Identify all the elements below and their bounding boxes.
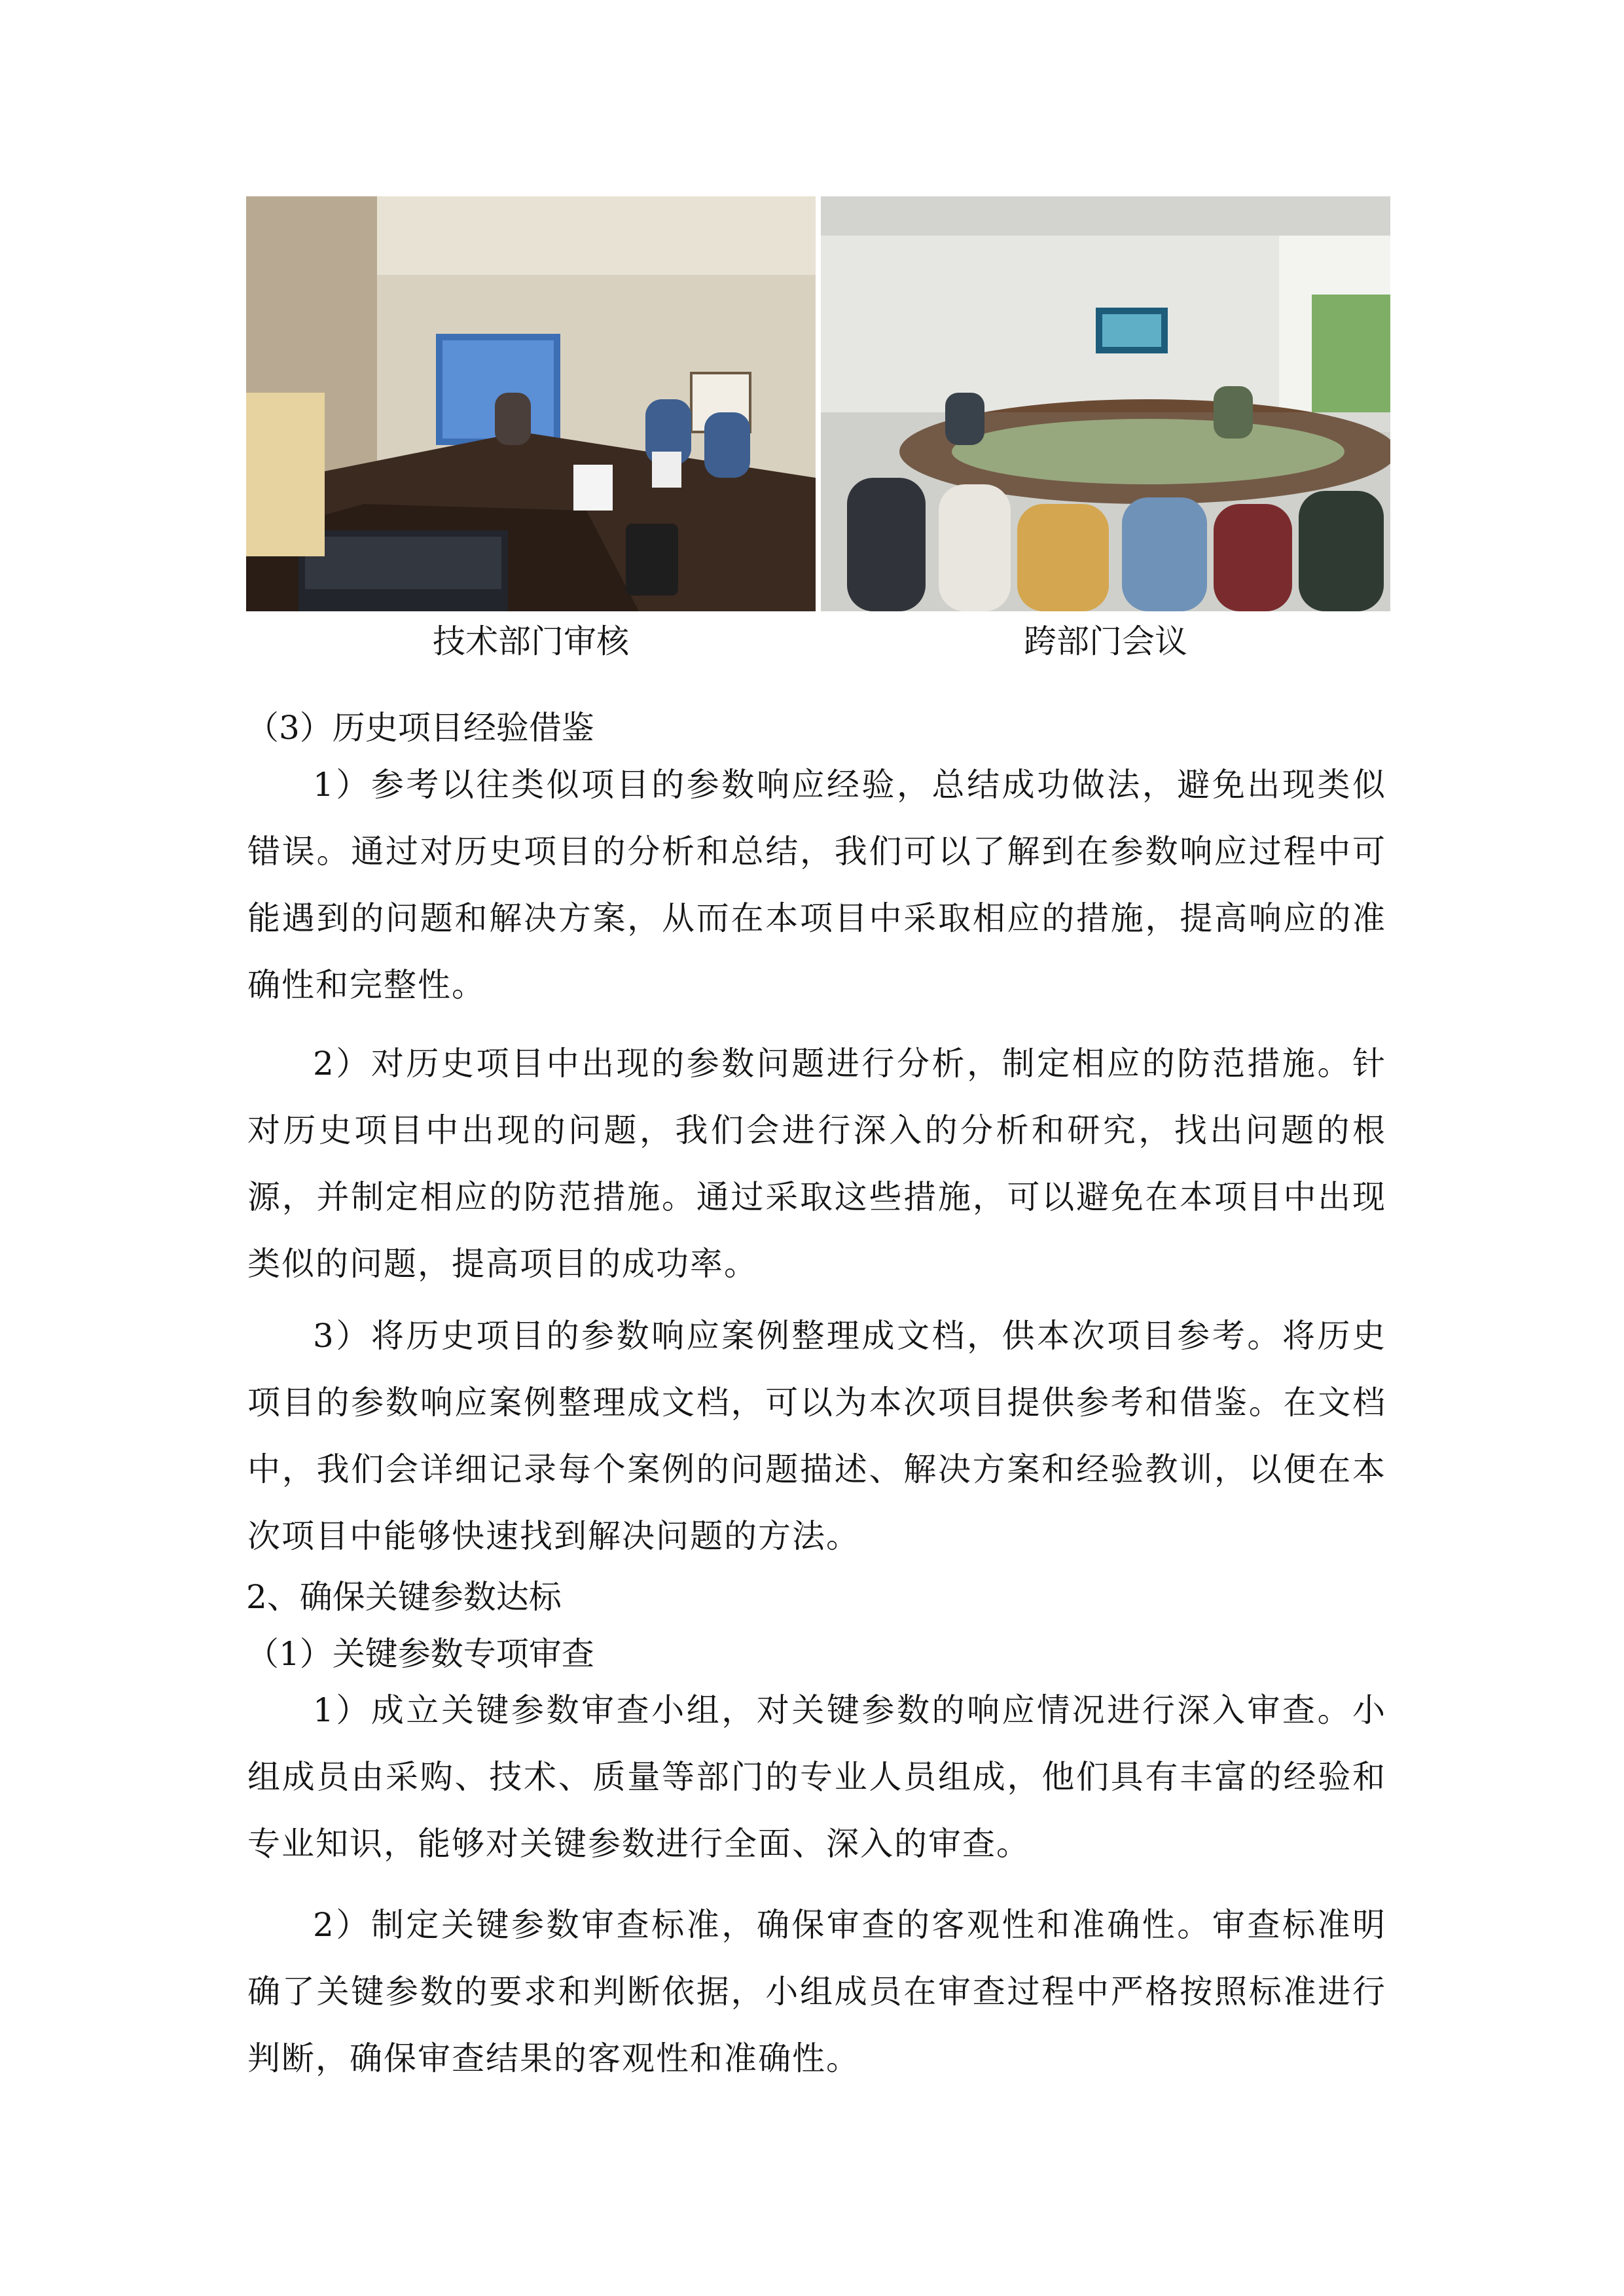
subsection-heading-special-review: （1）关键参数专项审查 — [246, 1635, 594, 1673]
photo-cross-department-meeting — [821, 196, 1390, 611]
photo-technical-review — [246, 196, 816, 611]
paragraph-history-3: 3）将历史项目的参数响应案例整理成文档，供本次项目参考。将历史项目的参数响应案例整理成文档，可以为本次项目提供参考和借鉴。在文档中，我们会详细记录每个案例的问题描述、解决方案和经验教训，以便在本次项目中能够快速找到解决问题的方法。 — [247, 1317, 1386, 1555]
section-heading-history-experience: （3）历史项目经验借鉴 — [246, 709, 594, 747]
photo-caption-cross-department-meeting: 跨部门会议 — [1024, 622, 1187, 660]
paragraph-review-2: 2）制定关键参数审查标准，确保审查的客观性和准确性。审查标准明确了关键参数的要求和判断依据，小组成员在审查过程中严格按照标准进行判断，确保审查结果的客观性和准确性。 — [247, 1906, 1386, 2077]
photo-cross-department-meeting-image — [821, 196, 1390, 611]
section-heading-key-parameters: 2、确保关键参数达标 — [246, 1578, 562, 1616]
paragraph-history-2: 2）对历史项目中出现的参数问题进行分析，制定相应的防范措施。针对历史项目中出现的问题，我们会进行深入的分析和研究，找出问题的根源，并制定相应的防范措施。通过采取这些措施，可以避免在本项目中出现类似的问题，提高项目的成功率。 — [247, 1045, 1386, 1283]
photo-caption-technical-review: 技术部门审核 — [433, 622, 629, 660]
paragraph-history-1: 1）参考以往类似项目的参数响应经验，总结成功做法，避免出现类似错误。通过对历史项目的分析和总结，我们可以了解到在参数响应过程中可能遇到的问题和解决方案，从而在本项目中采取相应的措施，提高响应的准确性和完整性。 — [247, 766, 1386, 1004]
paragraph-review-1: 1）成立关键参数审查小组，对关键参数的响应情况进行深入审查。小组成员由采购、技术、质量等部门的专业人员组成，他们具有丰富的经验和专业知识，能够对关键参数进行全面、深入的审查。 — [247, 1691, 1386, 1863]
photo-technical-review-image — [246, 196, 816, 611]
